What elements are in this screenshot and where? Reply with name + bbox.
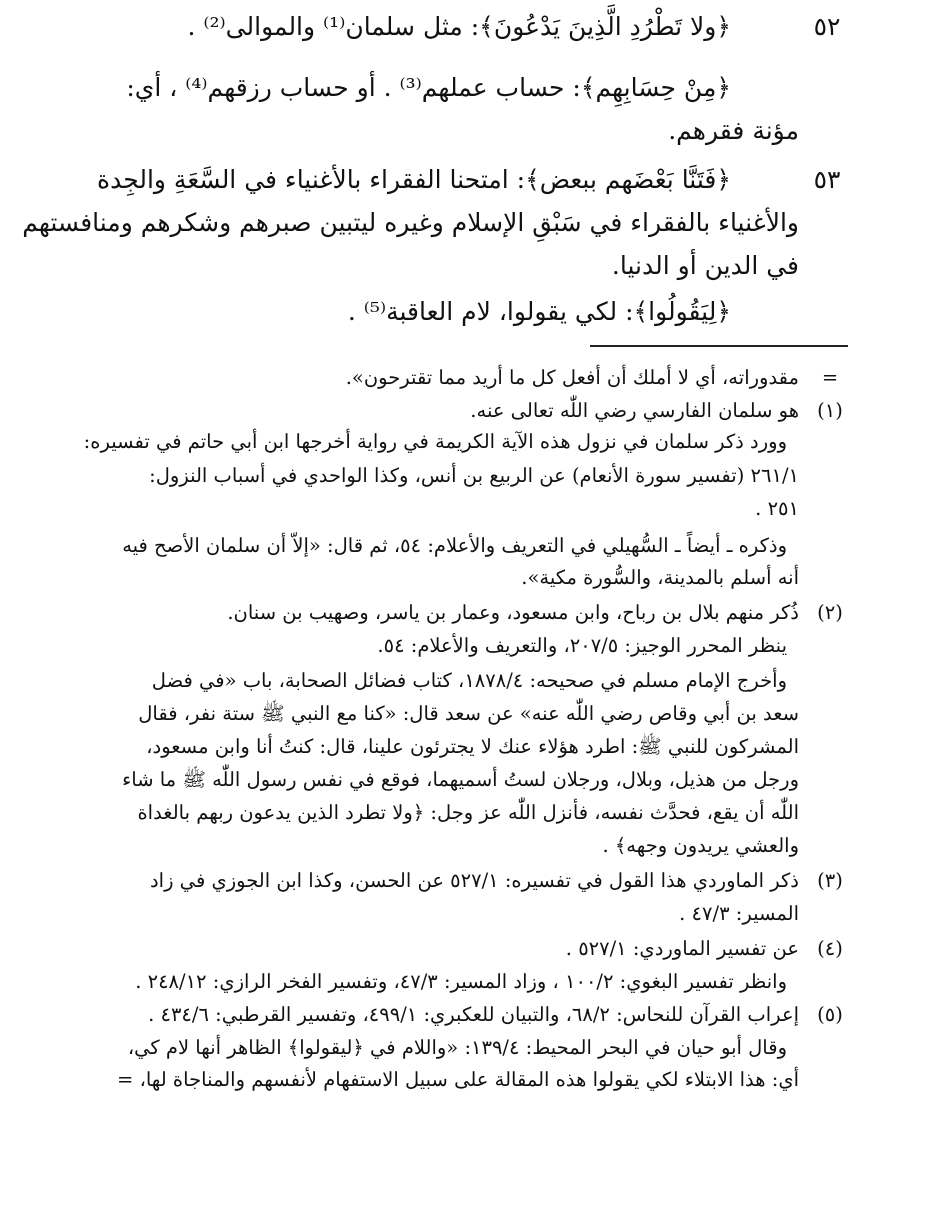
footnote-line: أنه أسلم بالمدينة، والسُّورة مكية». (521, 566, 799, 589)
footnote-line: وذكره ـ أيضاً ـ السُّهيلي في التعريف والأعلام: ٥٤، ثم قال: «إلاّ أن سلمان الأصح فيه (122, 534, 787, 557)
main-text-line: ﴿فَتَنَّا بَعْضَهم ببعض﴾: امتحنا الفقراء بالأغنياء في السَّعَةِ والجِدة (96, 165, 731, 194)
footnote-line: والعشي يريدون وجهه﴾ . (602, 834, 799, 857)
verse-number: ٥٢ (813, 12, 841, 41)
footnote-line: هو سلمان الفارسي رضي اللّٰه تعالى عنه. (470, 399, 799, 422)
footnote-marker: (٢) (817, 601, 843, 624)
main-text-line: في الدين أو الدنيا. (611, 251, 799, 280)
footnote-line: المشركون للنبي ﷺ: اطرد هؤلاء عنك لا يجترئون علينا، قال: كنتُ أنا وابن مسعود، (146, 735, 799, 758)
footnote-line: ذكر الماوردي هذا القول في تفسيره: ٥٢٧/١ عن الحسن، وكذا ابن الجوزي في زاد (149, 869, 799, 892)
footnote-marker: (٥) (817, 1003, 843, 1026)
verse-number: ٥٣ (813, 165, 841, 194)
footnote-line: ورجل من هذيل، وبلال، ورجلان لستُ أسميهما، فوقع في نفس رسول اللّٰه ﷺ ما شاء (122, 768, 799, 791)
footnote-line: مقدوراته، أي لا أملك أن أفعل كل ما أريد مما تقترحون». (345, 366, 799, 389)
footnote-line: ذُكر منهم بلال بن رباح، وابن مسعود، وعمار بن ياسر، وصهيب بن سنان. (227, 601, 799, 624)
footnote-line: ٢٥١ . (755, 497, 799, 520)
footnote-marker: (١) (817, 399, 843, 422)
footnote-line: وقال أبو حيان في البحر المحيط: ١٣٩/٤: «واللام في ﴿ليقولوا﴾ الظاهر أنها لام كي، (127, 1036, 787, 1059)
main-text-line: ﴿ولا تَطْرُدِ الَّذِينَ يَدْعُونَ﴾: مثل سلمان⁽¹⁾ والموالى⁽²⁾ . (187, 12, 731, 41)
footnote-line: المسير: ٤٧/٣ . (679, 902, 799, 925)
footnote-marker: (٤) (817, 937, 843, 960)
footnote-marker: (٣) (817, 869, 843, 892)
footnote-line: وورد ذكر سلمان في نزول هذه الآية الكريمة في رواية أخرجها ابن أبي حاتم في تفسيره: (83, 430, 787, 453)
footnote-line: وأخرج الإمام مسلم في صحيحه: ١٨٧٨/٤، كتاب فضائل الصحابة، باب «في فضل (151, 669, 787, 692)
footnote-line: أي: هذا الابتلاء لكي يقولوا هذه المقالة على سبيل الاستفهام لأنفسهم والمناجاة لها، = (117, 1068, 799, 1091)
footnote-marker: = (821, 366, 839, 389)
main-text-line: والأغنياء بالفقراء في سَبْقِ الإسلام وغيره ليتبين صبرهم وشكرهم ومنافستهم (22, 208, 799, 237)
footnote-line: اللّٰه أن يقع، فحدَّث نفسه، فأنزل اللّٰه عز وجل: ﴿ولا تطرد الذين يدعون ربهم بالغداة (137, 801, 799, 824)
footnote-line: ٢٦١/١ (تفسير سورة الأنعام) عن الربيع بن أنس، وكذا الواحدي في أسباب النزول: (149, 464, 799, 487)
footnote-line: ينظر المحرر الوجيز: ٢٠٧/٥، والتعريف والأعلام: ٥٤. (377, 634, 787, 657)
footnote-line: وانظر تفسير البغوي: ١٠٠/٢ ، وزاد المسير: ٤٧/٣، وتفسير الفخر الرازي: ٢٤٨/١٢ . (135, 970, 787, 993)
footnote-line: عن تفسير الماوردي: ٥٢٧/١ . (565, 937, 799, 960)
main-text-line: ﴿مِنْ حِسَابِهِم﴾: حساب عملهم⁽³⁾ . أو حساب رزقهم⁽⁴⁾ ، أي: (126, 73, 731, 102)
footnote-separator (590, 345, 848, 347)
footnote-line: إعراب القرآن للنحاس: ٦٨/٢، والتبيان للعكبري: ٤٩٩/١، وتفسير القرطبي: ٤٣٤/٦ . (148, 1003, 799, 1026)
footnote-line: سعد بن أبي وقاص رضي اللّٰه عنه» عن سعد قال: «كنا مع النبي ﷺ ستة نفر، فقال (138, 702, 799, 725)
main-text-line: مؤنة فقرهم. (668, 116, 799, 145)
main-text-line: ﴿لِيَقُولُوا﴾: لكي يقولوا، لام العاقبة⁽⁵⁾ . (347, 297, 731, 326)
